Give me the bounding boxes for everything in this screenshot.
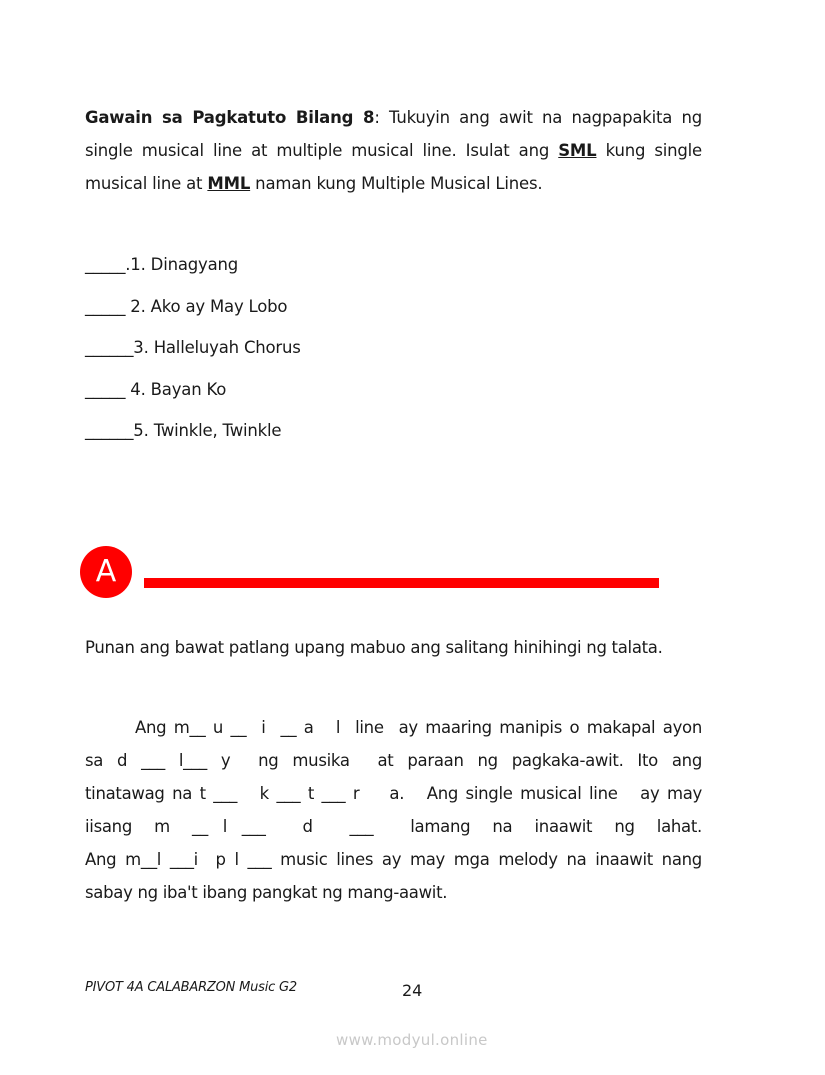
section-badge: A bbox=[80, 546, 132, 598]
list-item: _____.1. Dinagyang bbox=[85, 255, 239, 274]
footer-source: PIVOT 4A CALABARZON Music G2 bbox=[85, 980, 297, 995]
paragraph-line: Ang m__ u __ i __ a l line ay maaring manipis o makapal ayon bbox=[135, 718, 702, 737]
list-item: _____ 4. Bayan Ko bbox=[85, 380, 227, 399]
activity-title: Gawain sa Pagkatuto Bilang 8 bbox=[85, 108, 375, 127]
section-divider bbox=[144, 578, 659, 588]
paragraph-line: tinatawag na t ___ k ___ t ___ r a. Ang single musical line ay may bbox=[85, 784, 702, 803]
list-item: ______5. Twinkle, Twinkle bbox=[85, 421, 282, 440]
page-number: 24 bbox=[402, 981, 423, 1000]
section-prompt: Punan ang bawat patlang upang mabuo ang salitang hinihingi ng talata. bbox=[85, 638, 663, 657]
list-item: ______3. Halleluyah Chorus bbox=[85, 338, 301, 357]
fill-in-paragraph bbox=[85, 711, 702, 909]
paragraph-line: Ang m__l ___i p l ___ music lines ay may mga melody na inaawit nang bbox=[85, 850, 702, 869]
instruction-text-3: naman kung Multiple Musical Lines. bbox=[250, 174, 543, 193]
watermark: www.modyul.online bbox=[336, 1031, 488, 1049]
instruction-text-1: : Tukuyin ang awit na nagpapakita ng single musical line at multiple musical line. Isulat ang bbox=[85, 108, 702, 160]
paragraph-line: iisang m __ l ___ d ___ lamang na inaawit ng lahat. bbox=[85, 817, 702, 836]
paragraph-line: sabay ng iba't ibang pangkat ng mang-aawit. bbox=[85, 883, 448, 902]
list-item: _____ 2. Ako ay May Lobo bbox=[85, 297, 288, 316]
activity-instructions bbox=[85, 101, 702, 200]
mml-keyword: MML bbox=[207, 174, 251, 193]
sml-keyword: SML bbox=[558, 141, 597, 160]
instruction-text-2: kung single musical line at bbox=[85, 141, 703, 193]
paragraph-line: sa d ___ l___ y ng musika at paraan ng pagkaka-awit. Ito ang bbox=[85, 751, 702, 770]
